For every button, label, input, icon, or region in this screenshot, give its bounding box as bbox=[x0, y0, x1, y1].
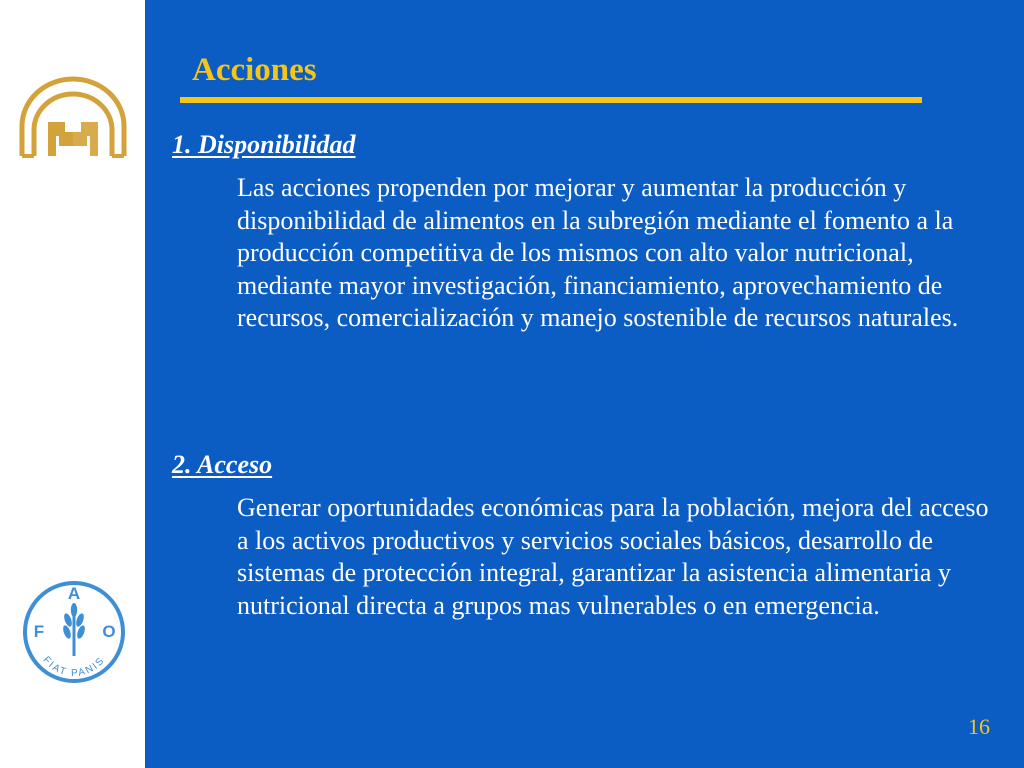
fao-letter-f: F bbox=[33, 622, 45, 641]
fao-letter-o: O bbox=[102, 622, 116, 641]
page-number: 16 bbox=[968, 714, 990, 739]
section-heading-disponibilidad: 1. Disponibilidad bbox=[172, 130, 356, 159]
fao-motto: FIAT PANIS bbox=[40, 654, 108, 680]
fao-letter-a: A bbox=[67, 584, 81, 603]
slide-title: Acciones bbox=[192, 52, 317, 88]
section-text-disponibilidad: Las acciones propenden por mejorar y aumentar la producción y disponibilidad de alimentos en la subregión mediante el fomento a la producción competitiva de los mismos con alto valor nutricional, mediante mayor investigación, financiamiento, aprovechamiento de recursos, comercialización y manejo sostenible de recursos naturales. bbox=[237, 173, 959, 332]
section-heading-acceso: 2. Acceso bbox=[172, 450, 273, 479]
section-text-acceso: Generar oportunidades económicas para la población, mejora del acceso a los activos productivos y servicios sociales básicos, desarrollo de sistemas de protección integral, garantizar la asistencia alimentaria y nutricional directa a grupos mas vulnerables o en emergencia. bbox=[237, 493, 989, 620]
title-underline-rule bbox=[180, 97, 922, 103]
logo-sidebar bbox=[0, 0, 145, 768]
slide-content-area bbox=[145, 0, 1024, 768]
fao-logo-icon bbox=[22, 580, 126, 684]
comunidad-andina-logo-icon bbox=[18, 76, 128, 158]
